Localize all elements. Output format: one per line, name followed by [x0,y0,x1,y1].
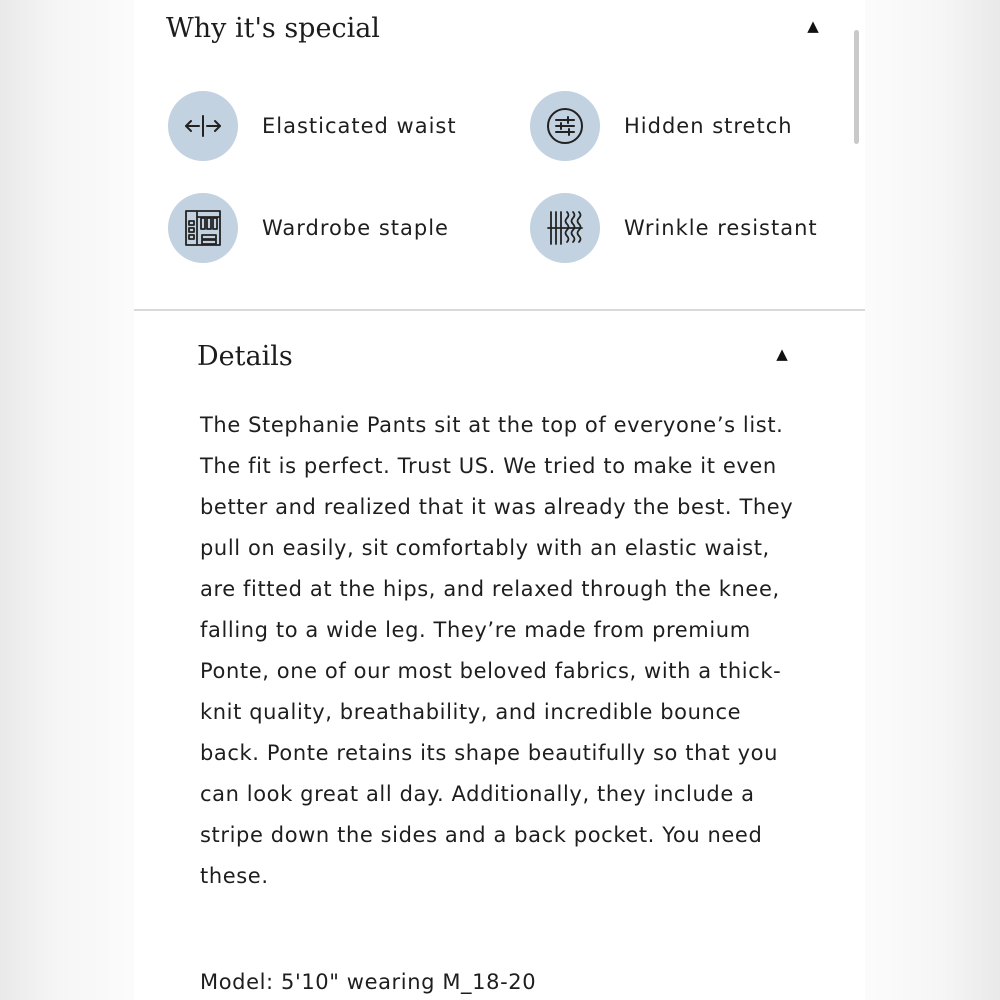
feature-label: Wardrobe staple [262,216,449,240]
feature-elasticated-waist [168,90,457,162]
details-description: The Stephanie Pants sit at the top of everyone’s list. The fit is perfect. Trust US. We tried to make it even better and realized that it was already the best. They pull on easily, sit comfortably with an elastic waist, are fitted at the hips, and relaxed through the knee, falling to a wide leg. They’re made from premium Ponte, one of our most beloved fabrics, with a thick-knit quality, breathability, and incredible bounce back. Ponte retains its shape beautifully so that you can look great all day. Additionally, they include a stripe down the sides and a back pocket. You need these. [200,413,794,888]
feature-label: Wrinkle resistant [624,216,818,240]
sliders-icon [530,91,600,161]
why-special-title: Why it's special [166,13,380,44]
section-divider [134,309,865,311]
feature-wrinkle-resistant [530,192,818,264]
why-special-collapse-toggle[interactable]: ▲ [807,17,819,35]
scrollbar-thumb[interactable] [854,30,859,144]
wardrobe-icon [168,193,238,263]
model-info: Model: 5'10" wearing M_18-20 [200,970,537,994]
feature-wardrobe-staple [168,192,449,264]
arrows-stretch-icon [168,91,238,161]
details-title: Details [197,341,293,372]
details-collapse-toggle[interactable]: ▲ [776,345,788,363]
feature-hidden-stretch [530,90,793,162]
feature-label: Hidden stretch [624,114,793,138]
feature-label: Elasticated waist [262,114,457,138]
wavy-lines-icon [530,193,600,263]
product-info-panel [134,0,865,1000]
